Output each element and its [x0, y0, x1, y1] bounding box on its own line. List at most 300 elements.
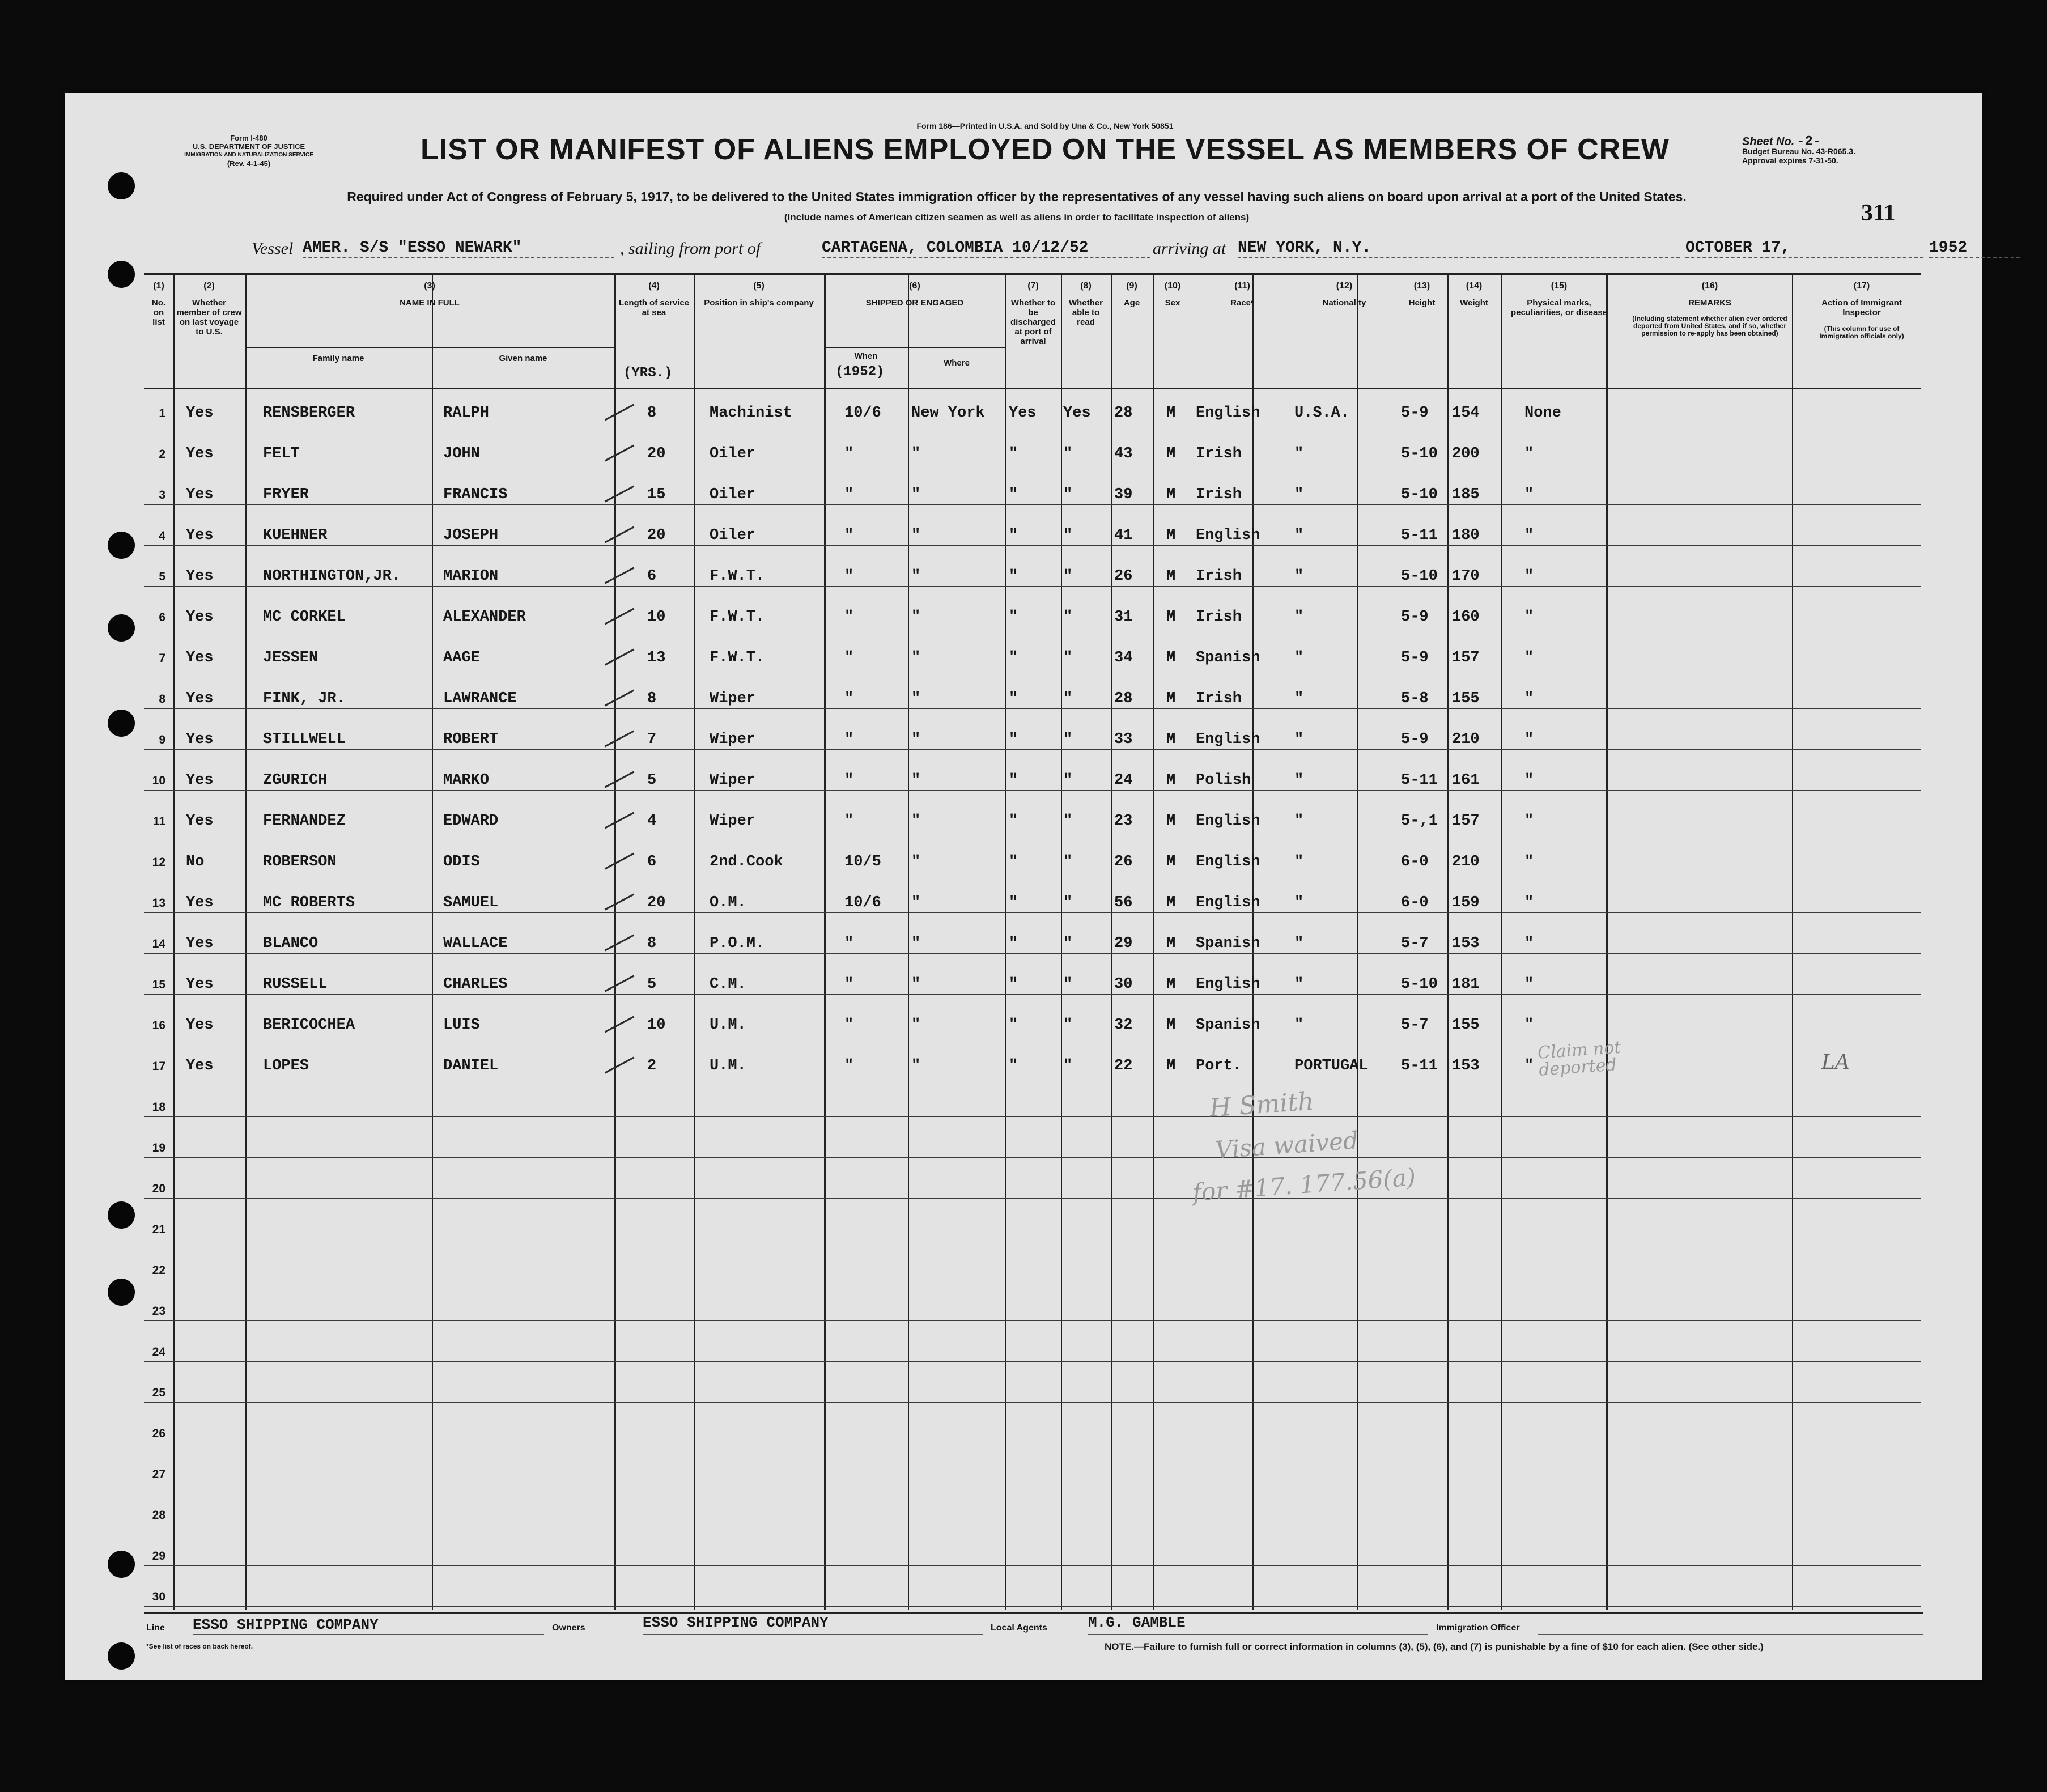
vessel-label: Vessel	[252, 239, 294, 258]
table-row	[144, 889, 1921, 929]
cell-sex: M	[1166, 853, 1176, 870]
column-header-c16: REMARKS	[1688, 298, 1731, 308]
cell-read: "	[1063, 731, 1073, 748]
cell-where: "	[911, 731, 921, 748]
cell-family: FRYER	[263, 486, 309, 503]
cell-age: 30	[1114, 976, 1133, 993]
cell-marks: "	[1524, 772, 1534, 789]
immigration-officer-label: Immigration Officer	[1436, 1623, 1520, 1633]
cell-read: "	[1063, 772, 1073, 789]
cell-nationality: U.S.A.	[1294, 405, 1350, 422]
handwritten-visa-reference: for #17. 177.56(a)	[1191, 1163, 1417, 1207]
cell-family: ZGURICH	[263, 772, 328, 789]
cell-when: "	[844, 568, 854, 585]
cell-marks: "	[1524, 486, 1534, 503]
cell-last: Yes	[186, 1058, 214, 1075]
voyage-line	[252, 239, 1968, 264]
cell-position: Wiper	[710, 690, 756, 707]
row-number: 1	[159, 407, 165, 420]
cell-weight: 200	[1452, 445, 1480, 462]
row-rule	[144, 1198, 1921, 1199]
cell-discharged: "	[1009, 976, 1018, 993]
cell-age: 24	[1114, 772, 1133, 789]
cell-given: WALLACE	[443, 935, 508, 952]
column-header-c13: Height	[1408, 298, 1436, 308]
cell-race: English	[1196, 976, 1260, 993]
column-number: (3)	[424, 281, 435, 291]
cell-nationality: "	[1294, 731, 1304, 748]
cell-given: FRANCIS	[443, 486, 508, 503]
column-number: (15)	[1551, 281, 1568, 291]
column-number: (5)	[753, 281, 765, 291]
cell-race: English	[1196, 731, 1260, 748]
cell-last: Yes	[186, 445, 214, 462]
cell-nationality: "	[1294, 853, 1304, 870]
cell-service: 20	[647, 894, 666, 911]
line-value: ESSO SHIPPING COMPANY	[193, 1616, 379, 1633]
cell-where: "	[911, 894, 921, 911]
cell-discharged: "	[1009, 1017, 1018, 1034]
arrival-date: OCTOBER 17,	[1685, 239, 1923, 258]
cell-age: 34	[1114, 649, 1133, 666]
requirement-note: (Include names of American citizen seamen as well as aliens in order to facilitate inspection of aliens)	[784, 212, 1250, 223]
cell-race: Irish	[1196, 445, 1242, 462]
cell-read: "	[1063, 649, 1073, 666]
table-row	[144, 521, 1921, 562]
cell-given: CHARLES	[443, 976, 508, 993]
arrival-year: 1952	[1929, 239, 2020, 258]
punch-hole	[108, 532, 135, 559]
row-number: 21	[152, 1223, 165, 1236]
cell-race: English	[1196, 894, 1260, 911]
cell-sex: M	[1166, 976, 1176, 993]
row-number: 22	[152, 1264, 165, 1277]
owners-label: Owners	[552, 1623, 585, 1633]
owners-underline	[643, 1634, 983, 1635]
cell-position: F.W.T.	[710, 609, 765, 626]
cell-when: 10/6	[844, 405, 881, 422]
cell-nationality: "	[1294, 772, 1304, 789]
cell-weight: 160	[1452, 609, 1480, 626]
row-number: 13	[152, 897, 165, 910]
cell-nationality: "	[1294, 527, 1304, 544]
handwritten-visa-note: Visa waived	[1214, 1126, 1360, 1164]
cell-when: 10/6	[844, 894, 881, 911]
cell-marks: "	[1524, 527, 1534, 544]
manifest-sheet	[65, 93, 1982, 1680]
table-row	[144, 644, 1921, 685]
cell-weight: 170	[1452, 568, 1480, 585]
column-header-c7: Whether to be discharged at port of arrival	[1010, 298, 1056, 346]
cell-marks: "	[1524, 1017, 1534, 1034]
cell-family: RUSSELL	[263, 976, 328, 993]
cell-service: 13	[647, 649, 666, 666]
cell-race: English	[1196, 813, 1260, 830]
cell-discharged: "	[1009, 609, 1018, 626]
cell-position: C.M.	[710, 976, 746, 993]
cell-family: ROBERSON	[263, 853, 337, 870]
arriving-label: arriving at	[1153, 239, 1226, 258]
cell-read: "	[1063, 568, 1073, 585]
cell-family: MC CORKEL	[263, 609, 346, 626]
sheet-number-block	[1742, 134, 1946, 165]
cell-height: 5-10	[1401, 976, 1438, 993]
cell-last: Yes	[186, 568, 214, 585]
row-number: 9	[159, 733, 165, 746]
cell-weight: 210	[1452, 731, 1480, 748]
table-row	[144, 766, 1921, 807]
cell-sex: M	[1166, 935, 1176, 952]
column-number: (8)	[1080, 281, 1092, 291]
cell-given: SAMUEL	[443, 894, 499, 911]
cell-weight: 210	[1452, 853, 1480, 870]
cell-when: "	[844, 731, 854, 748]
sheet-label: Sheet No.	[1742, 135, 1795, 148]
cell-age: 28	[1114, 405, 1133, 422]
cell-service: 5	[647, 772, 657, 789]
cell-nationality: "	[1294, 486, 1304, 503]
shipped-subheader-rule	[824, 347, 1005, 348]
cell-service: 6	[647, 853, 657, 870]
cell-last: Yes	[186, 486, 214, 503]
cell-age: 43	[1114, 445, 1133, 462]
cell-given: ALEXANDER	[443, 609, 526, 626]
cell-position: Oiler	[710, 445, 756, 462]
cell-weight: 180	[1452, 527, 1480, 544]
cell-age: 56	[1114, 894, 1133, 911]
cell-marks: "	[1524, 731, 1534, 748]
row-number: 18	[152, 1101, 165, 1114]
cell-height: 5-11	[1401, 772, 1438, 789]
cell-where: "	[911, 445, 921, 462]
cell-sex: M	[1166, 609, 1176, 626]
cell-age: 32	[1114, 1017, 1133, 1034]
punch-hole	[108, 1551, 135, 1578]
cell-age: 41	[1114, 527, 1133, 544]
service-unit: (YRS.)	[623, 366, 673, 381]
cell-position: F.W.T.	[710, 649, 765, 666]
cell-given: LAWRANCE	[443, 690, 517, 707]
cell-marks: "	[1524, 894, 1534, 911]
cell-weight: 153	[1452, 1058, 1480, 1075]
cell-given: DANIEL	[443, 1058, 499, 1075]
table-row	[144, 685, 1921, 725]
column-header-c14: Weight	[1460, 298, 1488, 308]
cell-when: 10/5	[844, 853, 881, 870]
cell-weight: 157	[1452, 813, 1480, 830]
cell-discharged: "	[1009, 1058, 1018, 1075]
cell-sex: M	[1166, 486, 1176, 503]
cell-where: "	[911, 853, 921, 870]
remarks-subheader: (Including statement whether alien ever ordered deported from United States, and if so, whether permission to re-apply has been obtained)	[1632, 315, 1787, 337]
cell-height: 5-10	[1401, 568, 1438, 585]
cell-discharged: "	[1009, 690, 1018, 707]
column-number: (9)	[1126, 281, 1137, 291]
cell-height: 5-11	[1401, 1058, 1438, 1075]
cell-marks: "	[1524, 935, 1534, 952]
column-header-c5: Position in ship's company	[704, 298, 814, 308]
cell-position: U.M.	[710, 1058, 746, 1075]
cell-given: MARKO	[443, 772, 490, 789]
cell-nationality: "	[1294, 1017, 1304, 1034]
table-row	[144, 848, 1921, 889]
when-header: When	[854, 351, 878, 361]
cell-service: 20	[647, 445, 666, 462]
budget-bureau: Budget Bureau No. 43-R065.3.	[1742, 147, 1855, 156]
cell-read: "	[1063, 1017, 1073, 1034]
row-rule	[144, 1157, 1921, 1158]
row-number: 16	[152, 1019, 165, 1032]
sailing-from: CARTAGENA, COLOMBIA 10/12/52	[822, 239, 1150, 258]
cell-read: "	[1063, 486, 1073, 503]
cell-nationality: "	[1294, 445, 1304, 462]
cell-read: "	[1063, 894, 1073, 911]
row-number: 15	[152, 978, 165, 991]
cell-age: 28	[1114, 690, 1133, 707]
cell-height: 5-9	[1401, 609, 1429, 626]
punch-hole	[108, 710, 135, 737]
row-number: 30	[152, 1590, 165, 1603]
cell-where: "	[911, 813, 921, 830]
cell-height: 5-10	[1401, 486, 1438, 503]
cell-where: New York	[911, 405, 985, 422]
cell-nationality: "	[1294, 894, 1304, 911]
cell-where: "	[911, 649, 921, 666]
cell-weight: 155	[1452, 1017, 1480, 1034]
cell-discharged: "	[1009, 731, 1018, 748]
cell-family: FINK, JR.	[263, 690, 346, 707]
cell-family: STILLWELL	[263, 731, 346, 748]
cell-sex: M	[1166, 649, 1176, 666]
cell-given: EDWARD	[443, 813, 499, 830]
cell-nationality: "	[1294, 649, 1304, 666]
cell-last: Yes	[186, 731, 214, 748]
form-number-block	[167, 134, 331, 168]
cell-age: 31	[1114, 609, 1133, 626]
cell-when: "	[844, 609, 854, 626]
cell-position: 2nd.Cook	[710, 853, 783, 870]
cell-nationality: "	[1294, 976, 1304, 993]
cell-service: 5	[647, 976, 657, 993]
cell-last: Yes	[186, 976, 214, 993]
cell-service: 7	[647, 731, 657, 748]
local-agents-value: M.G. GAMBLE	[1088, 1614, 1186, 1631]
cell-nationality: "	[1294, 813, 1304, 830]
handwritten-signature: H Smith	[1208, 1086, 1315, 1123]
action-subheader: (This column for use of Immigration officials only)	[1819, 325, 1904, 340]
requirement-text: Required under Act of Congress of February 5, 1917, to be delivered to the United States immigration officer by the representatives of any vessel having such aliens on board upon arrival at a port of the United States.	[347, 189, 1687, 204]
cell-given: JOHN	[443, 445, 480, 462]
row-number: 23	[152, 1305, 165, 1318]
cell-when: "	[844, 649, 854, 666]
row-number: 14	[152, 937, 165, 950]
table-row	[144, 725, 1921, 766]
cell-sex: M	[1166, 1017, 1176, 1034]
cell-service: 4	[647, 813, 657, 830]
cell-marks: "	[1524, 813, 1534, 830]
cell-service: 10	[647, 1017, 666, 1034]
cell-last: Yes	[186, 690, 214, 707]
row-number: 11	[152, 815, 165, 828]
cell-weight: 157	[1452, 649, 1480, 666]
cell-service: 8	[647, 405, 657, 422]
column-number: (7)	[1027, 281, 1039, 291]
cell-race: English	[1196, 853, 1260, 870]
name-subheader-rule	[245, 347, 614, 348]
cell-family: FELT	[263, 445, 300, 462]
owners-value: ESSO SHIPPING COMPANY	[643, 1614, 829, 1631]
cell-when: "	[844, 813, 854, 830]
cell-race: Port.	[1196, 1058, 1242, 1075]
cell-given: LUIS	[443, 1017, 480, 1034]
cell-discharged: "	[1009, 935, 1018, 952]
cell-weight: 154	[1452, 405, 1480, 422]
cell-discharged: "	[1009, 772, 1018, 789]
department: U.S. DEPARTMENT OF JUSTICE	[192, 142, 305, 151]
cell-where: "	[911, 690, 921, 707]
punch-hole	[108, 261, 135, 288]
row-number: 26	[152, 1427, 165, 1440]
service: IMMIGRATION AND NATURALIZATION SERVICE	[184, 152, 313, 158]
header-bottom-rule	[144, 388, 1921, 389]
cell-where: "	[911, 935, 921, 952]
cell-race: English	[1196, 527, 1260, 544]
cell-discharged: "	[1009, 813, 1018, 830]
cell-marks: "	[1524, 568, 1534, 585]
line-underline	[193, 1634, 544, 1635]
cell-where: "	[911, 527, 921, 544]
cell-weight: 161	[1452, 772, 1480, 789]
footer-rule	[144, 1612, 1923, 1614]
column-number: (12)	[1336, 281, 1353, 291]
cell-nationality: "	[1294, 690, 1304, 707]
column-header-c8: Whether able to read	[1069, 298, 1103, 327]
punch-hole	[108, 1201, 135, 1229]
cell-marks: "	[1524, 690, 1534, 707]
agents-underline	[1088, 1634, 1428, 1635]
row-number: 7	[159, 652, 165, 665]
cell-family: JESSEN	[263, 649, 318, 666]
cell-when: "	[844, 772, 854, 789]
cell-position: Oiler	[710, 486, 756, 503]
given-name-header: Given name	[499, 354, 547, 363]
table-row	[144, 929, 1921, 970]
column-number: (10)	[1164, 281, 1181, 291]
cell-race: Spanish	[1196, 649, 1260, 666]
cell-position: U.M.	[710, 1017, 746, 1034]
cell-where: "	[911, 772, 921, 789]
row-number: 25	[152, 1386, 165, 1399]
cell-last: Yes	[186, 609, 214, 626]
revision: (Rev. 4-1-45)	[227, 159, 271, 168]
column-header-c1: No. on list	[151, 298, 166, 327]
cell-position: Wiper	[710, 731, 756, 748]
cell-nationality: PORTUGAL	[1294, 1058, 1368, 1075]
cell-last: No	[186, 853, 205, 870]
cell-height: 5-9	[1401, 649, 1429, 666]
column-header-c11: Race*	[1230, 298, 1254, 308]
cell-sex: M	[1166, 894, 1176, 911]
row-rule	[144, 1320, 1921, 1321]
cell-race: Spanish	[1196, 1017, 1260, 1034]
when-year: (1952)	[835, 364, 885, 380]
cell-position: P.O.M.	[710, 935, 765, 952]
cell-discharged: "	[1009, 568, 1018, 585]
family-name-header: Family name	[312, 354, 364, 363]
cell-race: Irish	[1196, 690, 1242, 707]
cell-service: 20	[647, 527, 666, 544]
cell-when: "	[844, 935, 854, 952]
cell-service: 8	[647, 690, 657, 707]
cell-race: English	[1196, 405, 1260, 422]
column-number: (16)	[1701, 281, 1718, 291]
cell-where: "	[911, 486, 921, 503]
form-title: LIST OR MANIFEST OF ALIENS EMPLOYED ON THE VESSEL AS MEMBERS OF CREW	[421, 133, 1670, 166]
cell-position: Wiper	[710, 813, 756, 830]
column-number: (17)	[1853, 281, 1870, 291]
row-number: 17	[152, 1060, 165, 1073]
cell-when: "	[844, 445, 854, 462]
cell-sex: M	[1166, 772, 1176, 789]
table-row	[144, 807, 1921, 848]
cell-height: 6-0	[1401, 853, 1429, 870]
cell-where: "	[911, 1017, 921, 1034]
table-row	[144, 970, 1921, 1011]
cell-discharged: "	[1009, 894, 1018, 911]
cell-given: MARION	[443, 568, 499, 585]
column-header-c6: SHIPPED OR ENGAGED	[865, 298, 964, 308]
cell-family: FERNANDEZ	[263, 813, 346, 830]
cell-discharged: "	[1009, 527, 1018, 544]
cell-when: "	[844, 527, 854, 544]
cell-marks: "	[1524, 649, 1534, 666]
column-header-c3: NAME IN FULL	[400, 298, 460, 308]
local-agents-label: Local Agents	[991, 1623, 1047, 1633]
cell-height: 5-,1	[1401, 813, 1438, 830]
cell-last: Yes	[186, 649, 214, 666]
cell-given: JOSEPH	[443, 527, 499, 544]
row-number: 24	[152, 1345, 165, 1358]
cell-read: "	[1063, 935, 1073, 952]
cell-read: "	[1063, 813, 1073, 830]
punch-hole	[108, 172, 135, 199]
column-number: (6)	[909, 281, 920, 291]
column-number: (13)	[1413, 281, 1430, 291]
cell-position: Wiper	[710, 772, 756, 789]
cell-age: 39	[1114, 486, 1133, 503]
row-number: 10	[152, 774, 165, 787]
column-header-c10: Sex	[1165, 298, 1180, 308]
row-number: 27	[152, 1468, 165, 1481]
column-number: (1)	[153, 281, 164, 291]
table-row	[144, 440, 1921, 481]
cell-last: Yes	[186, 935, 214, 952]
cell-weight: 185	[1452, 486, 1480, 503]
cell-last: Yes	[186, 1017, 214, 1034]
sheet-number: -2-	[1797, 134, 1821, 150]
cell-service: 15	[647, 486, 666, 503]
cell-discharged: "	[1009, 853, 1018, 870]
cell-family: BLANCO	[263, 935, 318, 952]
cell-sex: M	[1166, 405, 1176, 422]
cell-position: F.W.T.	[710, 568, 765, 585]
cell-height: 5-8	[1401, 690, 1429, 707]
row-number: 4	[159, 529, 165, 542]
handwritten-remark-17: Claim not deported	[1537, 1037, 1622, 1080]
cell-discharged: "	[1009, 486, 1018, 503]
cell-family: NORTHINGTON,JR.	[263, 568, 401, 585]
cell-nationality: "	[1294, 609, 1304, 626]
